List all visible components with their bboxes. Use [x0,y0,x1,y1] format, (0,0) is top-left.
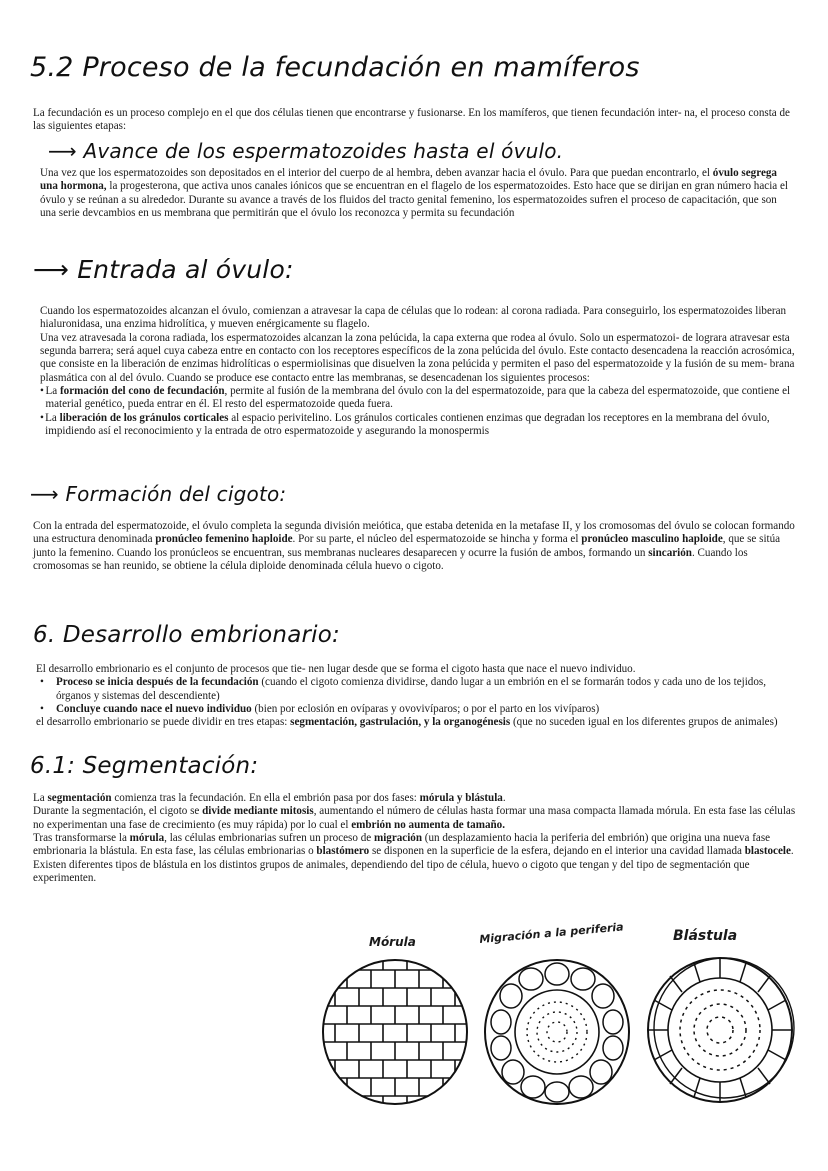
list-item: • La liberación de los gránulos corticales al espacio perivitelino. Los gránulos corticales contienen enzimas que degradan los receptores en la membrana del óvulo, impidiendo así el reconocimiento y la entrada de otro espermatozoide y asegurando la monospermis [40,411,770,438]
list-item: • Proceso se inicia después de la fecundación (cuando el cigoto comienza dividirse, dando lugar a un embrión en el se formarán todos y cada uno de los tejidos, órganos y sistemas del descendiente) [40,676,766,702]
avance-paragraph: Una vez que los espermatozoides son depositados en el interior del cuerpo de al hembra, deben avanzar hacia el óvulo. Para que puedan encontrarlo, el óvulo segrega una hormona, la progesterona, que activa unos canales iónicos que se encuentran en el flagelo de los espermatozoides. Esto hace que se dirijan en gran número hacia el óvulo y se reúnan a su alrededor. Durante su avance a través de los fluidos del tracto genital femenino, los espermatozoides sufren el proceso de capacitación, que son una serie devcambios en us membrana que permitirán que el óvulo los reconozca y permita su fecundación [40,167,788,220]
subheading-entrada: ⟶ Entrada al óvulo: [33,255,294,284]
cigoto-paragraph: Con la entrada del espermatozoide, el óvulo completa la segunda división meiótica, que estaba detenida en la metafase II, y los cromosomas del óvulo se colocan formando una estructura denominada pronúcleo femenino haploide. Por su parte, el núcleo del espermatozoide se hincha y forma el pronúcleo masculino haploide, que se sitúa junto la femenino. Cuando los pronúcleos se encuentran, sus membranas nucleares desaparecen y ocurre la fusión de ambos, formando un sincarión. Cuando los cromosomas se han reunido, se obtiene la célula diploide denominada célula huevo o cigoto. [33,520,795,573]
migracion-label: Migración a la periferia [478,920,625,946]
arrow-icon: ⟶ [33,255,78,284]
blastula-label: Blástula [673,928,738,944]
segmentacion-paragraph: La segmentación comienza tras la fecundación. En ella el embrión pasa por dos fases: mórula y blástula. Durante la segmentación, el cigoto se divide mediante mitosis, aumentando el número de células hasta formar una masa compacta llamada mórula. En esta fase las células no experimentan una fase de crecimiento (es muy rápida) por lo cual el embrión no aumenta de tamaño. Tras transformarse la mórula, las células embrionarias sufren un proceso de migración (un desplazamiento hacia la periferia del embrión) que origina una nueva fase embrionaria la blástula. En esta fase, las células embrionarias o blastómero se disponen en la superficie de la esfera, dejando en el interior una cavidad llamada blastocele. Existen diferentes tipos de blástula en los distintos grupos de animales, dependiendo del tipo de célula, huevo o cigoto que tengan y del tipo de segmentación que experimenten. [33,792,796,885]
arrow-icon: ⟶ [48,139,84,163]
section-title: 6.1: Segmentación: [30,753,259,779]
section6-paragraph: El desarrollo embrionario es el conjunto de procesos que tie- nen lugar desde que se forma el cigoto hasta que nace el nuevo individuo. • Proceso se inicia después de la fecundación (cuando el cigoto comienza dividirse, dando lugar a un embrión en el se formarán todos y cada uno de los tejidos, órganos y sistemas del descendiente) • Concluye cuando nace el nuevo individuo (bien por eclosión en ovíparas y ovovivíparos; o por el parto en los vivíparos) el desarrollo embrionario se puede dividir en tres etapas: segmentación, gastrulación, y la organogénesis (que no suceden igual en los diferentes grupos de animales) [36,663,801,730]
subheading-avance: ⟶ Avance de los espermatozoides hasta el óvulo. [48,139,564,163]
section-title: 5.2 Proceso de la fecundación en mamíferos [30,52,640,83]
entrada-paragraph: Cuando los espermatozoides alcanzan el óvulo, comienzan a atravesar la capa de células que lo rodean: al corona radiada. Para conseguirlo, los espermatozoides liberan hialuronidasa, una enzima hidrolítica, y mueven enérgicamente su flagelo. Una vez atravesada la corona radiada, los espermatozoides alcanzan la zona pelúcida, la capa externa que rodea al óvulo. Solo un espermatozoi- de lograra atravesar esta segunda barrera; será aquel cuya cabeza entre en contacto con los receptores específicos de la zona pelúcida del óvulo. Este contacto desencadena la reacción acrosómica, que consiste en la liberación de enzimas hidrolíticas o espermiolisinas que disuelven la zona pelúcida y permiten el paso del espermatozoide y la fusión de su mem- brana plasmática con al del óvulo. Cuando se produce ese contacto entre las membranas, se desencadenan los siguientes procesos: • La formación del cono de fecundación, permite al fusión de la membrana del óvulo con la del espermatozoide, para que la cabeza del espermatozoide, que contiene el material genético, pueda entrar en él. El resto del espermatozoide queda fuera. • La liberación de los gránulos corticales al espacio perivitelino. Los gránulos corticales contienen enzimas que degradan los receptores en la membrana del óvulo, impidiendo así el reconocimiento y la entrada de otro espermatozoide y asegurando la monospermis [40,305,795,438]
morula-label: Mórula [369,935,416,949]
blastula-drawing [640,948,800,1108]
arrow-icon: ⟶ [30,482,66,506]
subheading-cigoto: ⟶ Formación del cigoto: [30,482,287,506]
section-title: 6. Desarrollo embrionario: [33,622,340,648]
list-item: • Concluye cuando nace el nuevo individuo (bien por eclosión en ovíparas y ovovivíparos; o por el parto en los vivíparos) [40,703,600,716]
morula-drawing [315,952,475,1112]
migracion-drawing [477,952,637,1112]
list-item: • La formación del cono de fecundación, permite al fusión de la membrana del óvulo con la del espermatozoide, para que la cabeza del espermatozoide, que contiene el material genético, pueda entrar en él. El resto del espermatozoide queda fuera. [40,385,791,411]
intro-paragraph: La fecundación es un proceso complejo en el que dos células tienen que encontrarse y fusionarse. En los mamíferos, que tienen fecundación inter- na, el proceso consta de las siguientes etapas: [33,107,790,133]
